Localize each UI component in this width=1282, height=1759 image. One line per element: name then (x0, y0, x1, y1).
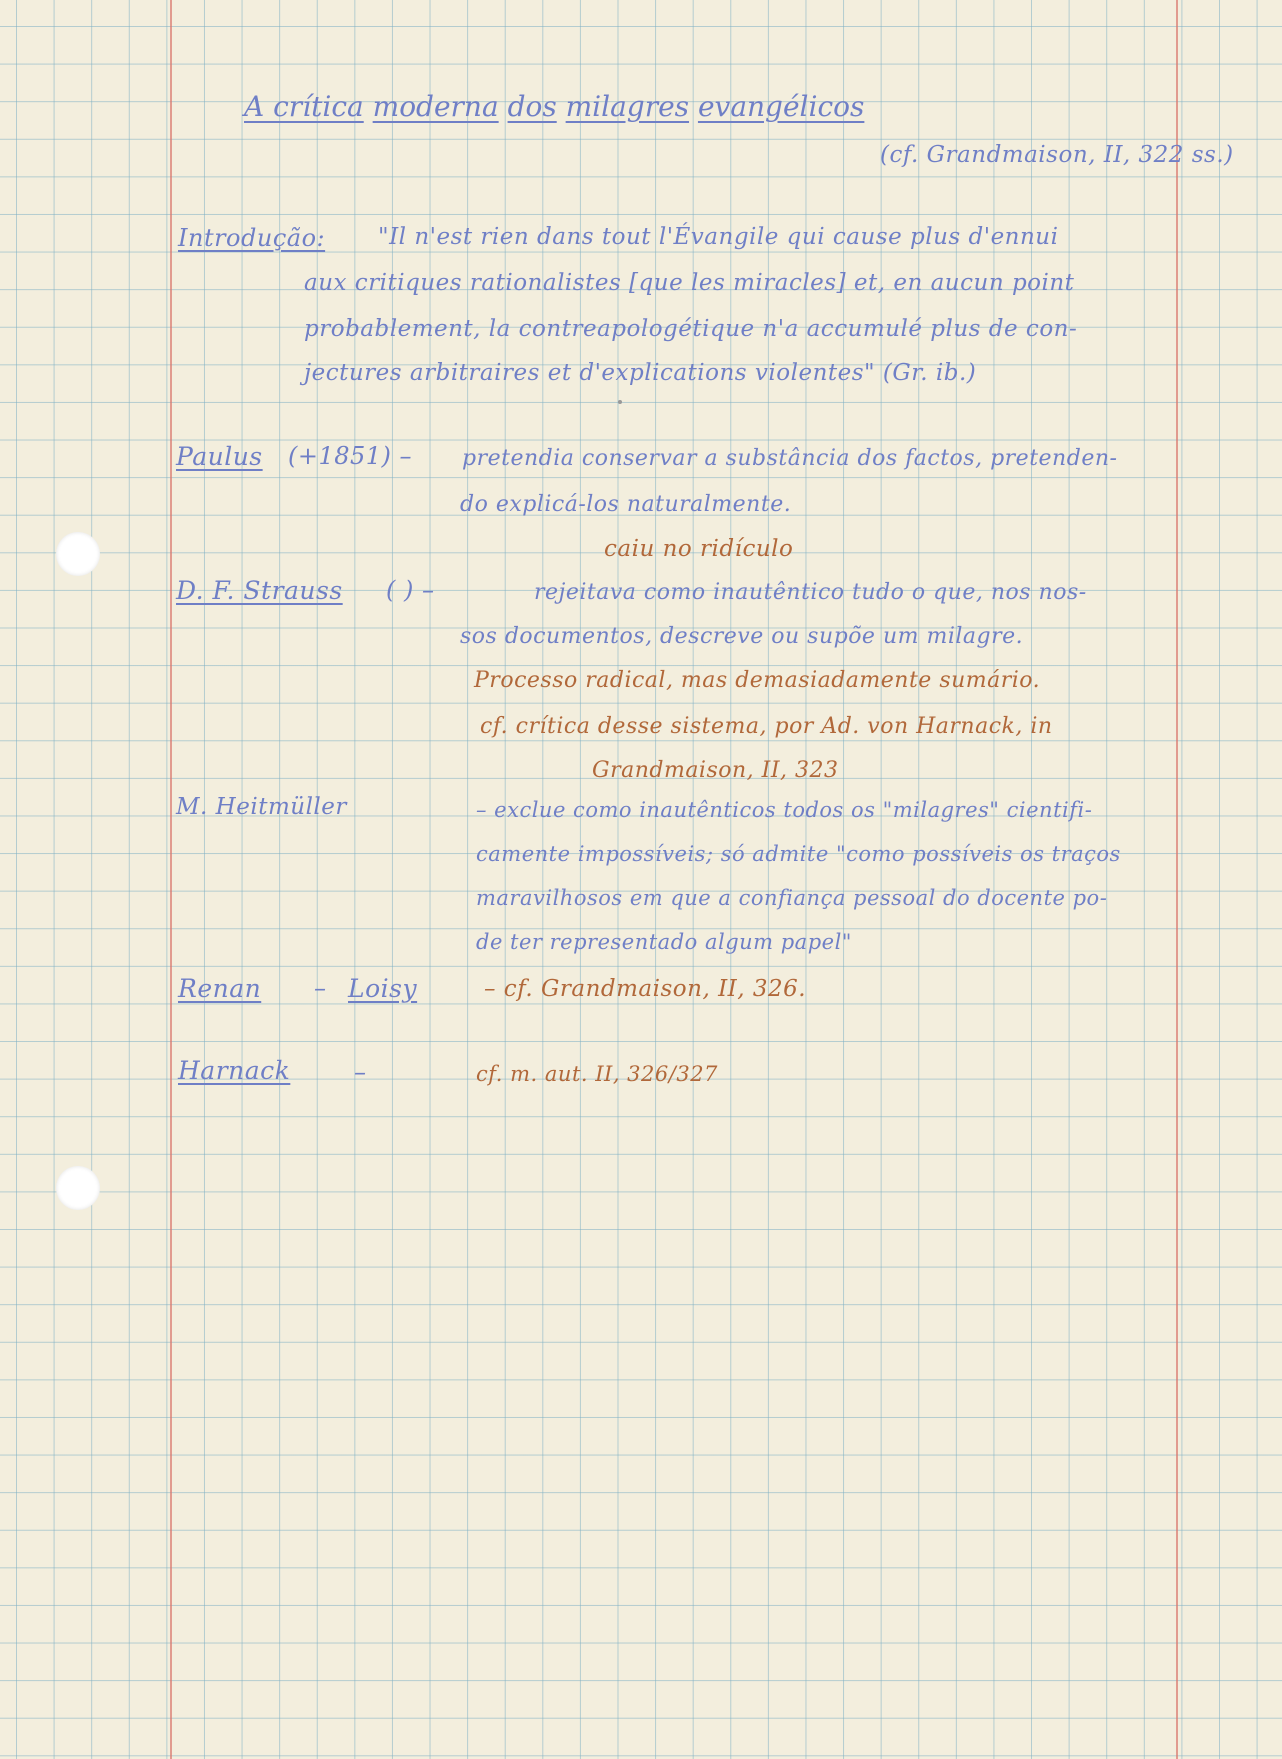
intro-line-4: jectures arbitraires et d'explications violentes" (Gr. ib.) (304, 360, 977, 386)
strauss-name: D. F. Strauss (176, 576, 343, 605)
heitmuller-line-1: – exclue como inautênticos todos os "milagres" cientifi- (476, 798, 1093, 822)
harnack-dash: – (354, 1058, 367, 1086)
page-title (244, 90, 864, 123)
intro-label: Introdução: (178, 224, 326, 252)
title-word-4: milagres (565, 90, 690, 123)
harnack-reference: cf. m. aut. II, 326/327 (476, 1062, 718, 1086)
paulus-verdict: caiu no ridículo (604, 536, 794, 562)
renan-reference: – cf. Grandmaison, II, 326. (484, 976, 807, 1002)
title-reference: (cf. Grandmaison, II, 322 ss.) (880, 142, 1234, 168)
ink-dot (618, 400, 622, 404)
paulus-line-1: pretendia conservar a substância dos factos, pretenden- (462, 446, 1118, 471)
intro-line-3: probablement, la contreapologétique n'a accumulé plus de con- (304, 316, 1078, 342)
harnack-name: Harnack (178, 1056, 291, 1085)
strauss-line-2: sos documentos, descreve ou supõe um milagre. (460, 624, 1024, 649)
punch-hole-top (56, 532, 100, 576)
paulus-dates: (+1851) – (288, 442, 413, 470)
title-word-3: dos (507, 90, 557, 123)
punch-hole-bottom (56, 1166, 100, 1210)
title-word-1: A crítica (244, 90, 364, 123)
strauss-note-2: cf. crítica desse sistema, por Ad. von Harnack, in (480, 714, 1053, 739)
heitmuller-name: M. Heitmüller (176, 794, 347, 820)
intro-line-1: "Il n'est rien dans tout l'Évangile qui cause plus d'ennui (378, 224, 1059, 250)
strauss-note-3: Grandmaison, II, 323 (592, 758, 839, 783)
paulus-line-2: do explicá-los naturalmente. (460, 492, 792, 517)
strauss-line-1: rejeitava como inautêntico tudo o que, nos nos- (534, 580, 1087, 605)
intro-line-2: aux critiques rationalistes [que les miracles] et, en aucun point (304, 270, 1075, 296)
title-word-5: evangélicos (697, 90, 865, 123)
strauss-note-1: Processo radical, mas demasiadamente sumário. (474, 668, 1041, 693)
right-margin-line (1176, 0, 1178, 1759)
loisy-name: Loisy (348, 974, 418, 1003)
heitmuller-line-4: de ter representado algum papel" (476, 930, 852, 954)
title-word-2: moderna (372, 90, 499, 123)
strauss-dates: ( ) – (386, 576, 435, 604)
renan-name: Renan (178, 974, 262, 1003)
renan-dash: – (314, 974, 327, 1002)
left-margin-line (170, 0, 172, 1759)
paulus-name: Paulus (176, 442, 263, 471)
heitmuller-line-3: maravilhosos em que a confiança pessoal do docente po- (476, 886, 1108, 910)
heitmuller-line-2: camente impossíveis; só admite "como possíveis os traços (476, 842, 1121, 866)
